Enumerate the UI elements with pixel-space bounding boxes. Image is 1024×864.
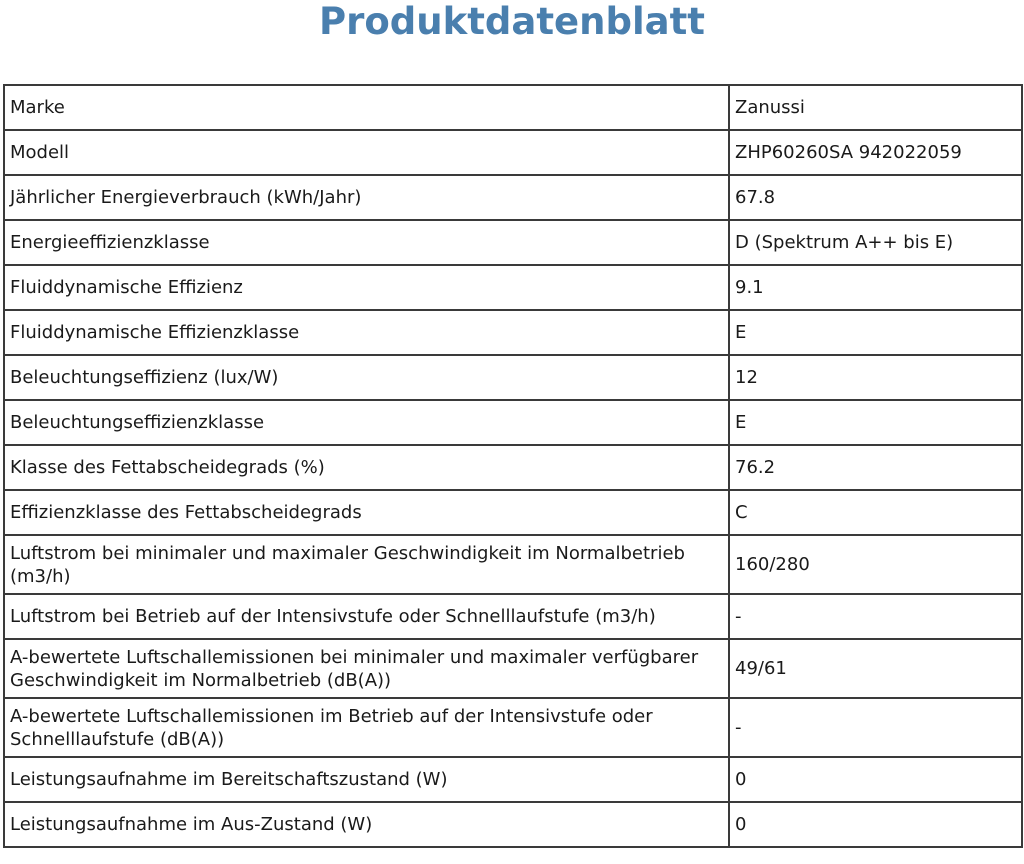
- row-value: C: [729, 490, 1022, 535]
- row-value: D (Spektrum A++ bis E): [729, 220, 1022, 265]
- table-row-brand: [4, 85, 1022, 130]
- row-label: Marke: [4, 85, 729, 130]
- row-label: Klasse des Fettabscheidegrads (%): [4, 445, 729, 490]
- table-row-model: [4, 130, 1022, 175]
- table-row-grease-filtering: [4, 445, 1022, 490]
- table-row-lighting-efficiency-class: [4, 400, 1022, 445]
- product-datasheet-table: [3, 84, 1023, 848]
- row-value: 0: [729, 757, 1022, 802]
- row-label: Energieeffizienzklasse: [4, 220, 729, 265]
- table-row-fluid-efficiency: [4, 265, 1022, 310]
- table-row-airflow-normal: [4, 535, 1022, 594]
- table-row-noise-normal: [4, 639, 1022, 698]
- row-value: 0: [729, 802, 1022, 847]
- row-label: A-bewertete Luftschallemissionen im Betrieb auf der Intensivstufe oder Schnelllaufstufe (dB(A)): [4, 698, 729, 757]
- row-label: Fluiddynamische Effizienzklasse: [4, 310, 729, 355]
- table-row-off-power: [4, 802, 1022, 847]
- row-label: Leistungsaufnahme im Aus-Zustand (W): [4, 802, 729, 847]
- row-value: -: [729, 698, 1022, 757]
- row-value: 9.1: [729, 265, 1022, 310]
- row-label: Beleuchtungseffizienz (lux/W): [4, 355, 729, 400]
- row-value: Zanussi: [729, 85, 1022, 130]
- row-label: Effizienzklasse des Fettabscheidegrads: [4, 490, 729, 535]
- row-value: 12: [729, 355, 1022, 400]
- row-label: Jährlicher Energieverbrauch (kWh/Jahr): [4, 175, 729, 220]
- row-label: Leistungsaufnahme im Bereitschaftszustand (W): [4, 757, 729, 802]
- row-label: A-bewertete Luftschallemissionen bei minimaler und maximaler verfügbarer Geschwindigkeit im Normalbetrieb (dB(A)): [4, 639, 729, 698]
- table-row-lighting-efficiency: [4, 355, 1022, 400]
- table-row-airflow-boost: [4, 594, 1022, 639]
- table-row-noise-boost: [4, 698, 1022, 757]
- row-value: 76.2: [729, 445, 1022, 490]
- table-row-grease-filtering-class: [4, 490, 1022, 535]
- row-label: Modell: [4, 130, 729, 175]
- table-row-fluid-efficiency-class: [4, 310, 1022, 355]
- row-value: E: [729, 400, 1022, 445]
- row-label: Fluiddynamische Effizienz: [4, 265, 729, 310]
- table-row-standby-power: [4, 757, 1022, 802]
- table-row-energy-class: [4, 220, 1022, 265]
- row-value: -: [729, 594, 1022, 639]
- row-value: 160/280: [729, 535, 1022, 594]
- row-value: E: [729, 310, 1022, 355]
- row-value: 49/61: [729, 639, 1022, 698]
- row-label: Luftstrom bei Betrieb auf der Intensivstufe oder Schnelllaufstufe (m3/h): [4, 594, 729, 639]
- row-label: Beleuchtungseffizienzklasse: [4, 400, 729, 445]
- row-label: Luftstrom bei minimaler und maximaler Geschwindigkeit im Normalbetrieb (m3/h): [4, 535, 729, 594]
- table-row-annual-energy: [4, 175, 1022, 220]
- row-value: 67.8: [729, 175, 1022, 220]
- page-title: Produktdatenblatt: [319, 0, 705, 43]
- row-value: ZHP60260SA 942022059: [729, 130, 1022, 175]
